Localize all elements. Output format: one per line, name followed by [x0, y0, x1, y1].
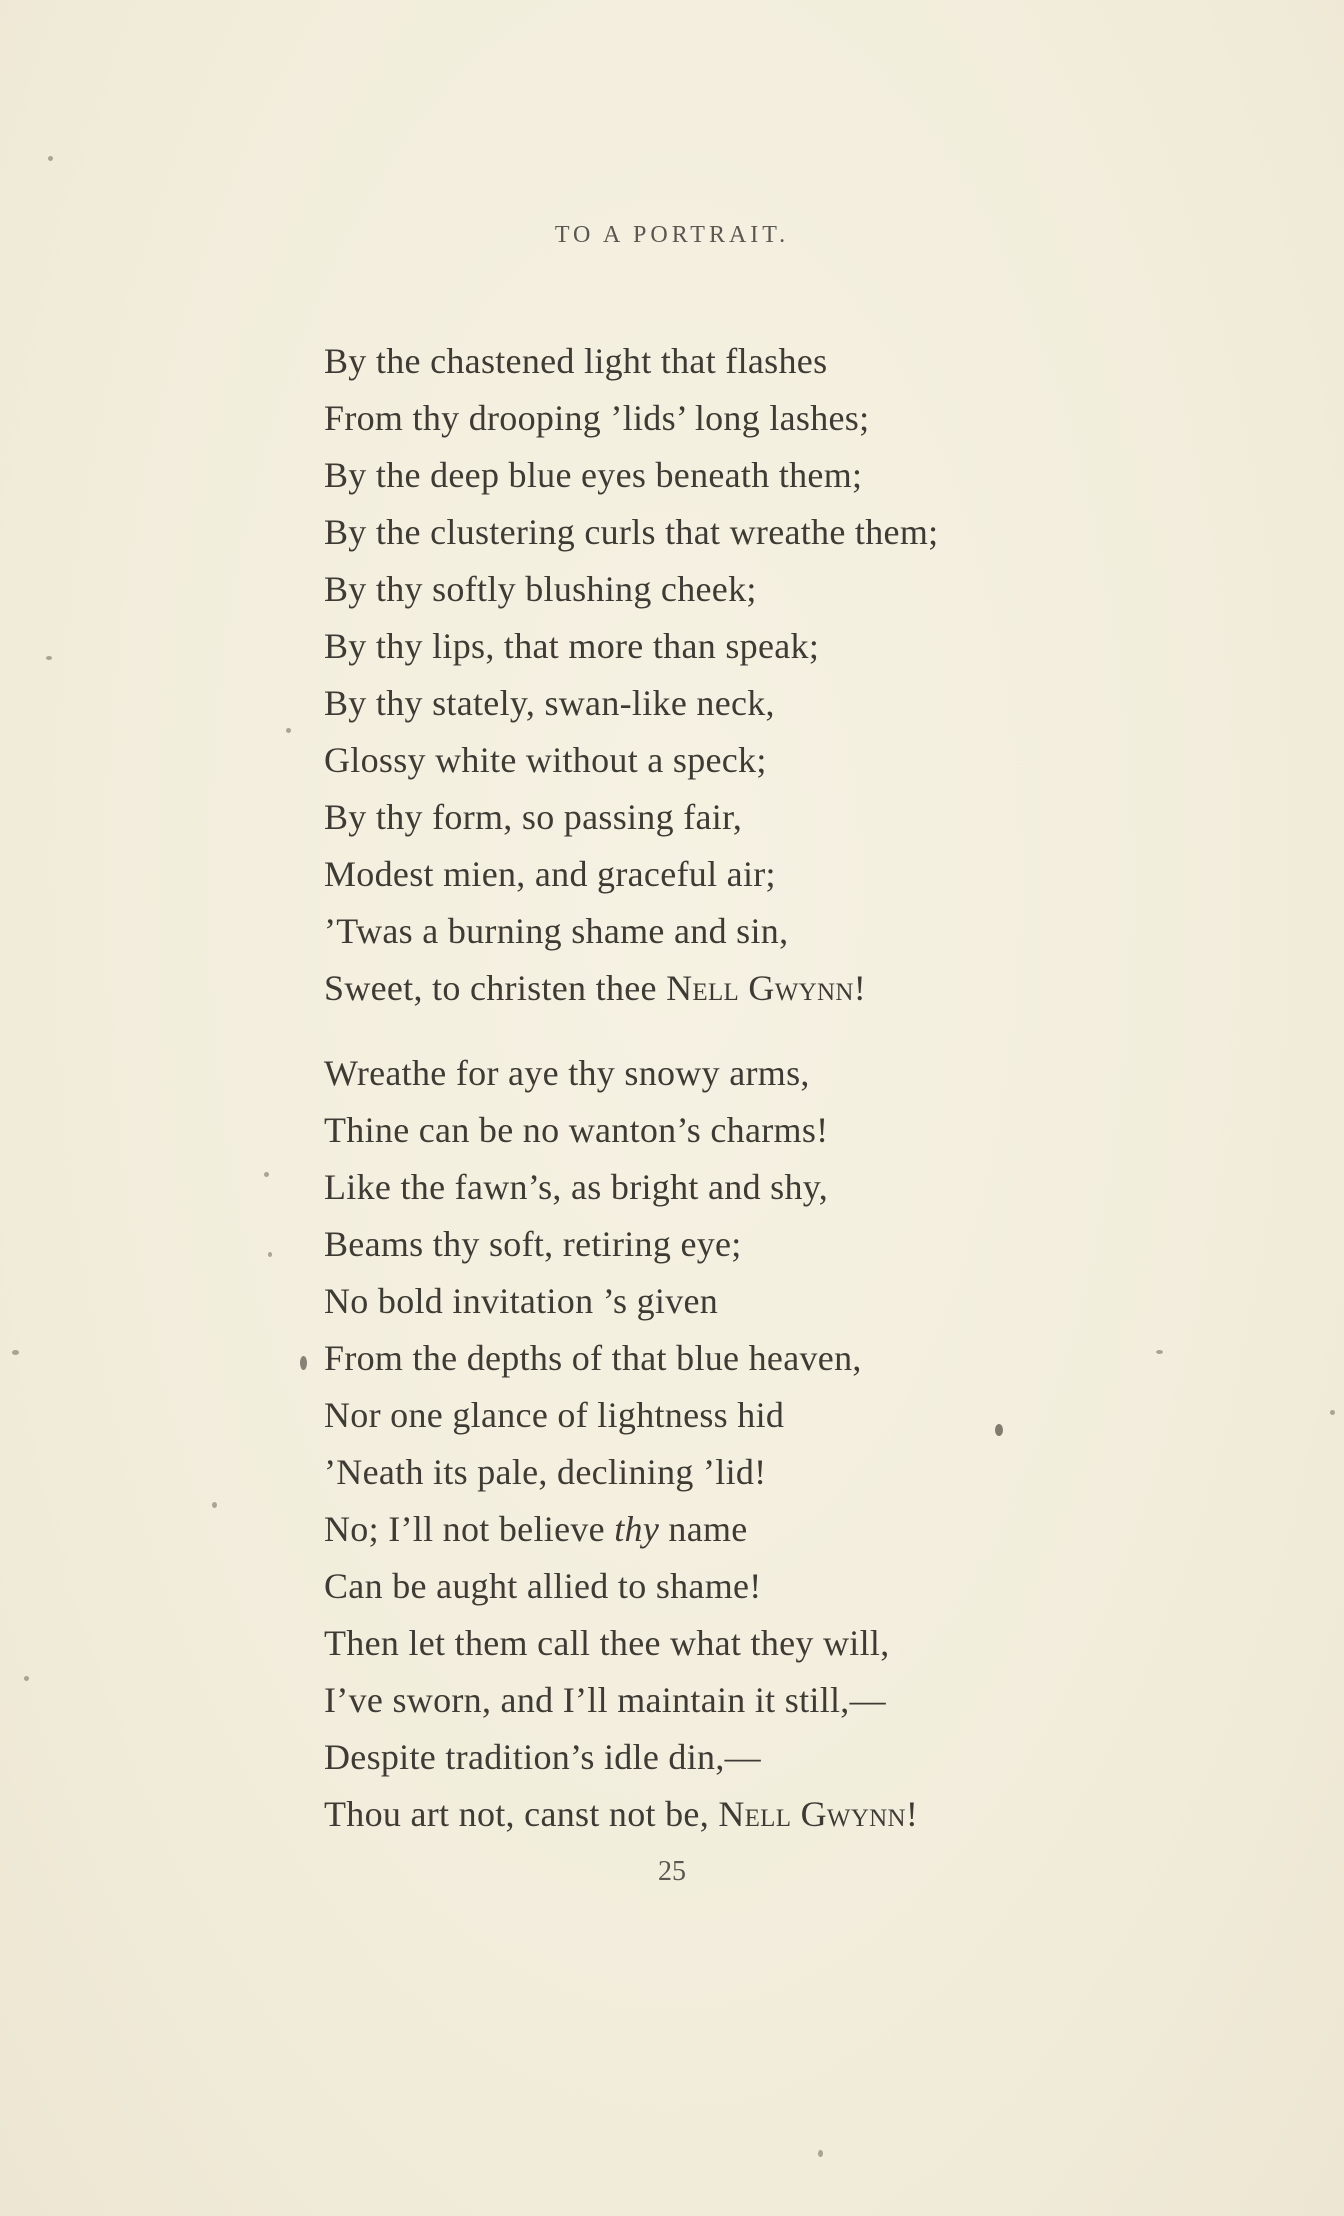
- paper-speck: [995, 1424, 1003, 1436]
- paper-speck: [818, 2150, 823, 2157]
- poem-line: By thy softly blushing cheek;: [324, 569, 757, 609]
- running-title: TO A PORTRAIT.: [554, 222, 790, 248]
- poem-line: By thy stately, swan-like neck,: [324, 683, 775, 723]
- poem-line: Can be aught allied to shame!: [324, 1566, 762, 1606]
- poem-line: By the chastened light that flashes: [324, 341, 828, 381]
- paper-speck: [12, 1350, 19, 1355]
- poem-line-final: [324, 1786, 1224, 1843]
- poem-line-final: [324, 960, 1224, 1017]
- poem-line: [324, 1501, 1224, 1558]
- poem-line: By the clustering curls that wreathe them;: [324, 512, 939, 552]
- poem-line: No bold invitation ’s given: [324, 1281, 719, 1321]
- paper-speck: [286, 728, 291, 733]
- poem-line: From the depths of that blue heaven,: [324, 1338, 862, 1378]
- line-punctuation: !: [905, 1794, 919, 1834]
- poem-line: Thine can be no wanton’s charms!: [324, 1110, 829, 1150]
- paper-speck: [46, 656, 52, 660]
- line-text: name: [659, 1509, 748, 1549]
- line-text: Sweet, to christen thee: [324, 968, 667, 1008]
- paper-speck: [268, 1252, 272, 1257]
- line-text: Thou art not, canst not be,: [324, 1794, 719, 1834]
- poem-line: Then let them call thee what they will,: [324, 1623, 890, 1663]
- stanza-2: [324, 1045, 1224, 1843]
- poem-line: By the deep blue eyes beneath them;: [324, 455, 863, 495]
- paper-speck: [264, 1172, 269, 1177]
- poem-line: From thy drooping ’lids’ long lashes;: [324, 398, 870, 438]
- poem-line: Beams thy soft, retiring eye;: [324, 1224, 742, 1264]
- paper-speck: [24, 1676, 29, 1681]
- paper-speck: [48, 156, 53, 161]
- poem-line: Wreathe for aye thy snowy arms,: [324, 1053, 810, 1093]
- line-text: No; I’ll not believe: [324, 1509, 615, 1549]
- poem-line: I’ve sworn, and I’ll maintain it still,—: [324, 1680, 886, 1720]
- poem-line: By thy form, so passing fair,: [324, 797, 743, 837]
- poem-line: ’Twas a burning shame and sin,: [324, 911, 789, 951]
- poem-line: By thy lips, that more than speak;: [324, 626, 820, 666]
- page-number: 25: [658, 1856, 686, 1887]
- poem-line: Despite tradition’s idle din,—: [324, 1737, 761, 1777]
- emphasis-text: thy: [614, 1509, 660, 1549]
- poem-line: Like the fawn’s, as bright and shy,: [324, 1167, 829, 1207]
- name-small-caps: Nell Gwynn: [666, 968, 854, 1008]
- poem-line: Modest mien, and graceful air;: [324, 854, 776, 894]
- poem: [324, 333, 1224, 1843]
- poem-line: ’Neath its pale, declining ’lid!: [324, 1452, 767, 1492]
- paper-speck: [1156, 1350, 1163, 1354]
- paper-speck: [300, 1356, 307, 1370]
- poem-line: Nor one glance of lightness hid: [324, 1395, 785, 1435]
- paper-speck: [212, 1502, 217, 1508]
- stanza-1: [324, 333, 1224, 1017]
- poem-line: Glossy white without a speck;: [324, 740, 767, 780]
- paper-speck: [1330, 1410, 1335, 1415]
- name-small-caps: Nell Gwynn: [718, 1794, 906, 1834]
- line-punctuation: !: [853, 968, 866, 1008]
